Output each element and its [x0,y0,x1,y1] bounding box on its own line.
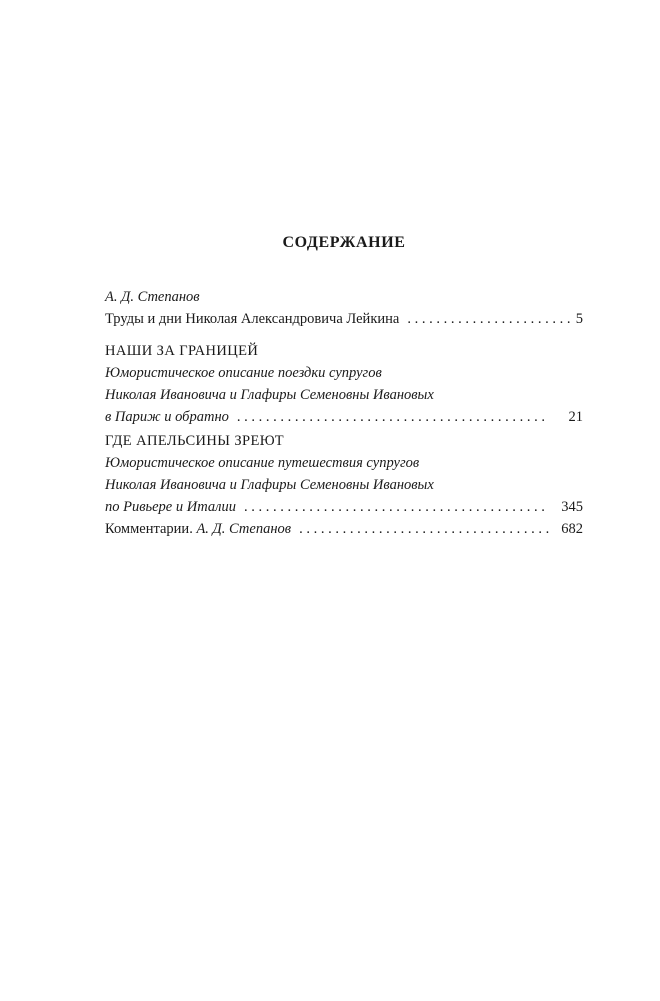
entry-page-number: 5 [575,311,583,327]
dot-leader [244,496,549,518]
entry-page-number: 21 [568,409,583,425]
toc-page [105,0,583,1001]
toc-entry-nashi-za-granitsey [105,340,583,428]
entry-title: Труды и дни Николая Александровича Лейкина [105,311,400,327]
entry-label: Комментарии. [105,521,193,537]
entry-title-line[interactable] [105,308,583,330]
entry-page-number: 345 [561,499,583,515]
entry-subtitle-line: Юмористическое описание путешествия супругов [105,455,420,471]
entry-subtitle-line: Юмористическое описание поездки супругов [105,365,382,381]
toc-title: СОДЕРЖАНИЕ [282,234,406,251]
dot-leader [407,308,569,330]
toc-entry-introduction [105,286,583,330]
entry-heading: ГДЕ АПЕЛЬСИНЫ ЗРЕЮТ [105,433,284,449]
entry-title-line[interactable] [105,406,583,428]
entry-subtitle-last: в Париж и обратно [105,409,229,425]
toc-entry-gde-apelsiny-zreyut [105,430,583,518]
entry-title-line[interactable] [105,496,583,518]
entry-heading: НАШИ ЗА ГРАНИЦЕЙ [105,343,259,359]
entry-author: А. Д. Степанов [196,521,292,537]
entry-author: А. Д. Степанов [105,289,200,305]
dot-leader [237,406,549,428]
entry-page-number: 682 [561,521,583,537]
entry-subtitle-line: Николая Ивановича и Глафиры Семеновны Ивановых [105,387,434,403]
entry-subtitle-line: Николая Ивановича и Глафиры Семеновны Ивановых [105,477,434,493]
toc-entry-commentary [105,518,583,540]
dot-leader [299,518,549,540]
entry-title [105,518,291,540]
entry-subtitle-last: по Ривьере и Италии [105,499,236,515]
entry-title-line[interactable] [105,518,583,540]
